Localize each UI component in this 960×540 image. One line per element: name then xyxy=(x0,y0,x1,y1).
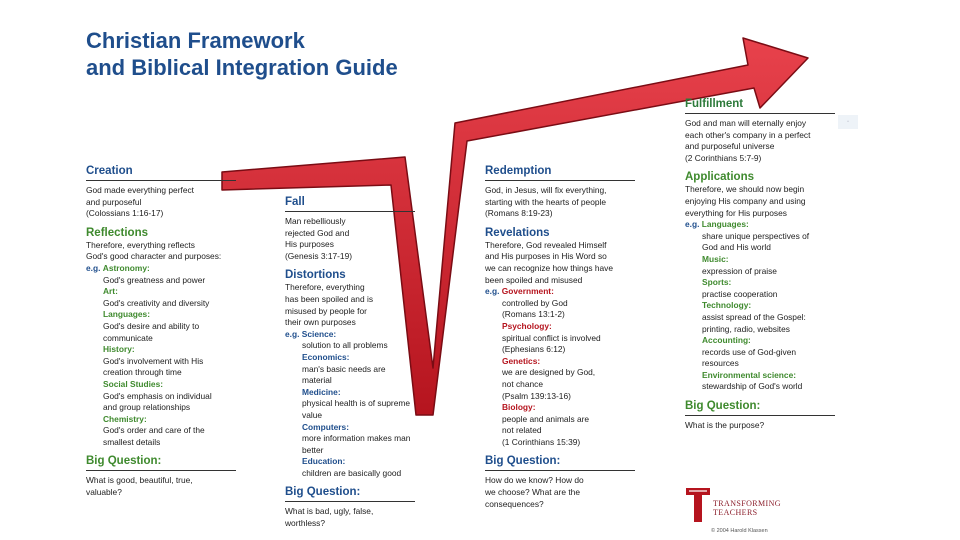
divider xyxy=(285,501,415,502)
creation-column: Creation God made everything perfect and purposeful (Colossians 1:16-17) Reflections Therefore, everything reflects God's good character and purposes: e.g. Astronomy: God's greatness and power Art: God's creativity and diversity Languages: God's desire and ability to communicate History: God's involvement with His creation through time Social Studies: God's emphasis on individual and group relationships Chemistry: God's order and care of the smallest details Big Question: What is good, beautiful, true, valuable? xyxy=(86,164,236,499)
creation-question-heading: Big Question: xyxy=(86,455,162,468)
fall-column: Fall Man rebelliously rejected God and His purposes (Genesis 3:17-19) Distortions Therefore, everything has been spoiled and is misused by people for their own purposes e.g. Science: solution to all problems Economics: man's basic needs are material Medicine: physical health is of supreme value Computers: more information makes man better Education: children are basically good Big Question: What is bad, ugly, false, worthless? xyxy=(285,195,415,530)
redemption-question-heading: Big Question: xyxy=(485,455,561,468)
fulfillment-column: Fulfillment God and man will eternally enjoy each other's company in a perfect and purposeful universe (2 Corinthians 5:7-9) Applications Therefore, we should now begin enjoying His company and using everything for His purposes e.g. Languages: share unique perspectives of God and His world Music: expression of praise Sports: practise cooperation Technology: assist spread of the Gospel: printing, radio, websites Accounting: records use of God-given resources Environmental science: stewardship of God's world Big Question: What is the purpose? xyxy=(685,97,835,432)
fall-subject-science: e.g. Science: xyxy=(285,328,337,339)
fall-question-heading: Big Question: xyxy=(285,486,361,499)
logo-t-icon xyxy=(684,486,712,524)
reflections-heading: Reflections xyxy=(86,226,148,239)
logo-text: TRANSFORMING TEACHERS xyxy=(713,499,781,517)
distortions-heading: Distortions xyxy=(285,269,346,282)
divider xyxy=(485,180,635,181)
applications-heading: Applications xyxy=(685,171,755,184)
divider xyxy=(86,470,236,471)
divider xyxy=(685,113,835,114)
fall-heading: Fall xyxy=(285,196,305,208)
copyright: © 2004 Harold Klassen xyxy=(711,528,768,534)
creation-text: God made everything perfect and purposeful (Colossians 1:16-17) xyxy=(86,185,195,219)
divider xyxy=(285,211,415,212)
fulfillment-subject-languages: e.g. Languages: xyxy=(685,219,749,230)
divider xyxy=(86,180,236,181)
divider xyxy=(485,470,635,471)
page-title: Christian Framework and Biblical Integration Guide xyxy=(86,28,398,80)
revelations-heading: Revelations xyxy=(485,226,550,239)
creation-subject-astronomy: e.g. Astronomy: xyxy=(86,262,150,273)
redemption-heading: Redemption xyxy=(485,165,552,177)
fall-text: Man rebelliously rejected God and His purposes (Genesis 3:17-19) xyxy=(285,216,353,261)
fulfillment-text: God and man will eternally enjoy each other's company in a perfect and purposeful universe (2 Corinthians 5:7-9) xyxy=(685,118,811,163)
placeholder-box: ▫ xyxy=(838,115,858,129)
redemption-column: Redemption God, in Jesus, will fix everything, starting with the hearts of people (Romans 8:19-23) Revelations Therefore, God revealed Himself and His purposes in His Word so we can recognize how things have been spoiled and misused e.g. Government: controlled by God (Romans 13:1-2) Psychology: spiritual conflict is involved (Ephesians 6:12) Genetics: we are designed by God, not chance (Psalm 139:13-16) Biology: people and animals are not related (1 Corinthians 15:39) Big Question: How do we know? How do we choose? What are the consequences? xyxy=(485,164,635,510)
creation-heading: Creation xyxy=(86,165,133,177)
redemption-subject-government: e.g. Government: xyxy=(485,286,554,297)
fulfillment-question-heading: Big Question: xyxy=(685,400,761,413)
divider xyxy=(685,415,835,416)
fulfillment-heading: Fulfillment xyxy=(685,98,744,110)
redemption-text: God, in Jesus, will fix everything, starting with the hearts of people (Romans 8:19-23) xyxy=(485,185,607,219)
